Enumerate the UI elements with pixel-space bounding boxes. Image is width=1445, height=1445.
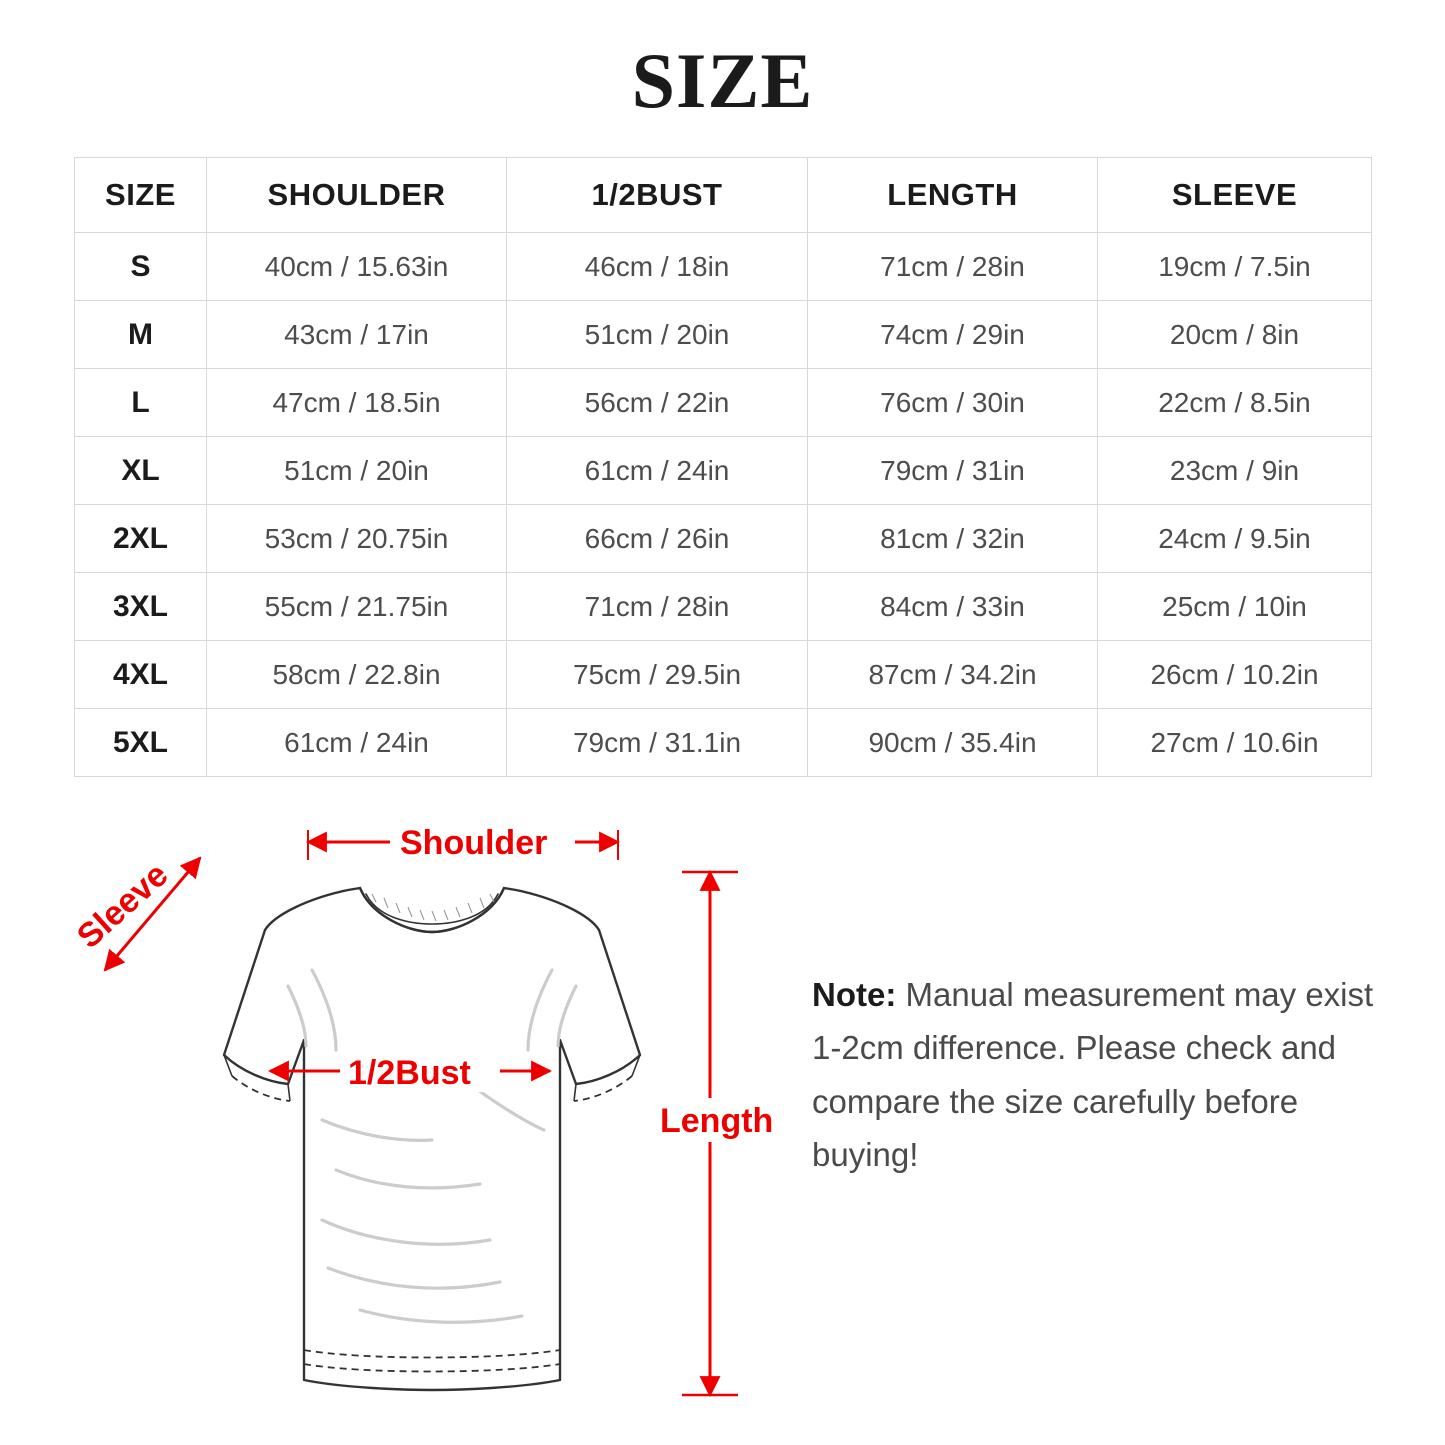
cell-bust: 51cm / 20in: [507, 301, 808, 369]
cell-sleeve: 19cm / 7.5in: [1098, 233, 1372, 301]
cell-size: S: [75, 233, 207, 301]
cell-shoulder: 43cm / 17in: [207, 301, 507, 369]
table-row: [75, 709, 1372, 777]
collar-ribbing: [372, 894, 494, 921]
cell-sleeve: 22cm / 8.5in: [1098, 369, 1372, 437]
cell-shoulder: 58cm / 22.8in: [207, 641, 507, 709]
cell-size: XL: [75, 437, 207, 505]
size-table-container: [74, 157, 1371, 777]
cell-shoulder: 51cm / 20in: [207, 437, 507, 505]
cell-size: 5XL: [75, 709, 207, 777]
cell-length: 79cm / 31in: [808, 437, 1098, 505]
cell-shoulder: 61cm / 24in: [207, 709, 507, 777]
table-row: [75, 505, 1372, 573]
cell-bust: 46cm / 18in: [507, 233, 808, 301]
cell-shoulder: 53cm / 20.75in: [207, 505, 507, 573]
column-header-shoulder: SHOULDER: [207, 158, 507, 233]
shoulder-label: Shoulder: [400, 824, 548, 862]
cell-size: L: [75, 369, 207, 437]
sleeve-label: Sleeve: [69, 855, 176, 956]
cell-shoulder: 40cm / 15.63in: [207, 233, 507, 301]
table-row: [75, 233, 1372, 301]
cell-size: 2XL: [75, 505, 207, 573]
column-header-size: SIZE: [75, 158, 207, 233]
cell-shoulder: 55cm / 21.75in: [207, 573, 507, 641]
cell-bust: 79cm / 31.1in: [507, 709, 808, 777]
column-header-length: LENGTH: [808, 158, 1098, 233]
cell-bust: 75cm / 29.5in: [507, 641, 808, 709]
cell-sleeve: 24cm / 9.5in: [1098, 505, 1372, 573]
cell-sleeve: 20cm / 8in: [1098, 301, 1372, 369]
column-header-bust: 1/2BUST: [507, 158, 808, 233]
page-title: SIZE: [631, 37, 814, 124]
cell-bust: 71cm / 28in: [507, 573, 808, 641]
cell-sleeve: 26cm / 10.2in: [1098, 641, 1372, 709]
cell-length: 74cm / 29in: [808, 301, 1098, 369]
bust-label: 1/2Bust: [348, 1054, 471, 1092]
size-table: [74, 157, 1372, 777]
cell-bust: 66cm / 26in: [507, 505, 808, 573]
cell-sleeve: 25cm / 10in: [1098, 573, 1372, 641]
cell-sleeve: 23cm / 9in: [1098, 437, 1372, 505]
tshirt-measurement-diagram: [60, 790, 780, 1410]
cell-length: 90cm / 35.4in: [808, 709, 1098, 777]
cell-length: 71cm / 28in: [808, 233, 1098, 301]
cell-length: 87cm / 34.2in: [808, 641, 1098, 709]
table-row: [75, 641, 1372, 709]
table-row: [75, 301, 1372, 369]
cell-size: 3XL: [75, 573, 207, 641]
cell-sleeve: 27cm / 10.6in: [1098, 709, 1372, 777]
cell-length: 81cm / 32in: [808, 505, 1098, 573]
cell-bust: 61cm / 24in: [507, 437, 808, 505]
column-header-sleeve: SLEEVE: [1098, 158, 1372, 233]
table-row: [75, 573, 1372, 641]
cell-shoulder: 47cm / 18.5in: [207, 369, 507, 437]
cell-length: 76cm / 30in: [808, 369, 1098, 437]
table-row: [75, 369, 1372, 437]
cell-size: 4XL: [75, 641, 207, 709]
cell-size: M: [75, 301, 207, 369]
table-row: [75, 437, 1372, 505]
note-text: Manual measurement may exist 1-2cm difference. Please check and compare the size carefully before buying!: [812, 976, 1374, 1174]
cell-bust: 56cm / 22in: [507, 369, 808, 437]
table-header-row: [75, 158, 1372, 233]
cell-length: 84cm / 33in: [808, 573, 1098, 641]
note-block: [812, 968, 1382, 1182]
note-label: Note:: [812, 976, 897, 1013]
length-label: Length: [660, 1102, 774, 1140]
